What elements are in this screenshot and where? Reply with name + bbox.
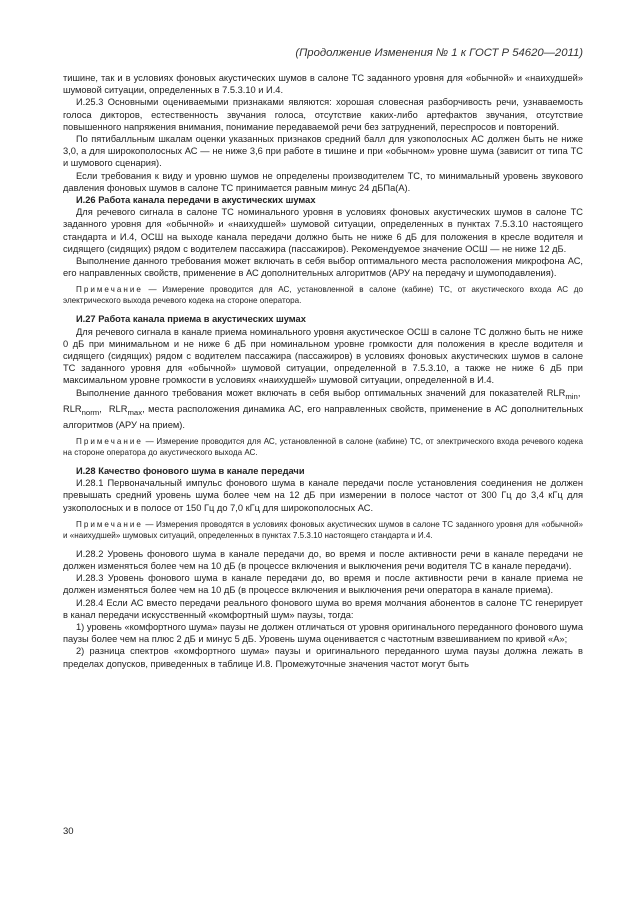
document-body <box>63 72 583 670</box>
paragraph: И.25.3 Основными оцениваемыми признаками являются: хорошая словесная разборчивость речи, узнаваемость голоса дикторов, естественность звучания голоса, отсутствие каких-либо артефактов звучания, отсутствие повышенного напряжения внимания, понимание передаваемой речи без затруднений, переспросов и повторений. <box>63 97 583 132</box>
note-text: — Измерение проводится для АС, установленной в салоне (кабине) ТС, от электрического входа речевого кодека на стороне оператора до акустического выхода АС. <box>63 437 583 457</box>
note <box>63 519 583 541</box>
paragraph: По пятибалльным шкалам оценки указанных признаков средний балл для узкополосных АС должен быть не ниже 3,0, а для широкополосных АС — не ниже 3,6 при работе в тишине и при «обычном» уровне шума (зависит от типа ТС и шумового сценария). <box>63 134 583 169</box>
note <box>63 284 583 306</box>
paragraph: И.28.4 Если АС вместо передачи реального фонового шума во время молчания абонентов в салоне ТС генерирует в канал передачи искусственный «комфортный шум» паузы, тогда: <box>63 597 583 620</box>
list-item: 2) разница спектров «комфортного шума» паузы и оригинального переданного шума паузы должна лежать в пределах допусков, приведенных в таблице И.8. Промежуточные значения частот могут быть <box>63 646 583 669</box>
paragraph-rlr: Выполнение данного требования может включать в себя выбор оптимальных значений для показателей $RLR_{min}$, $RLR_{norm}$, $RLR_{max}$, места расположения динамика АС, его направленных свойств, применение в АС дополнительных алгоритмов (АРУ на прием). <box>63 387 584 430</box>
paragraph: И.28.2 Уровень фонового шума в канале передачи до, во время и после активности речи в канале передачи не должен изменяться более чем на 10 дБ (в процессе включения и выключения речи водителя ТС в канале передачи). <box>63 548 583 572</box>
note-label: Примечание <box>76 285 143 295</box>
page-number: 30 <box>63 826 74 837</box>
rlr-norm: $RLR_{norm}$ <box>63 403 100 417</box>
rlr-max: $RLR_{max}$ <box>108 403 143 417</box>
paragraph: Если требования к виду и уровню шумов не определены производителем ТС, то минимальный уровень звукового давления фоновых шумов в салоне ТС принимается равным минус 24 дБПа(А). <box>63 170 583 193</box>
rlr-min: $RLR_{min}$ <box>546 387 578 401</box>
note-text: — Измерение проводится для АС, установленной в салоне (кабине) ТС, от акустического входа АС до электрического выхода речевого кодека на стороне оператора. <box>63 285 583 306</box>
note-label: Примечание <box>76 519 143 529</box>
note-label: Примечание <box>76 437 143 446</box>
paragraph: тишине, так и в условиях фоновых акустических шумов в салоне ТС заданного уровня для «обычной» и «наихудшей» шумовой ситуации, определенных в 7.5.3.10 и И.4. <box>63 73 583 96</box>
paragraph: Для речевого сигнала в салоне ТС номинального уровня в условиях фоновых акустических шумов в салоне ТС заданного уровня для «обычной» и «наихудшей» шумовой ситуации, определенных в пунктах 7.5.3.10 настоящего стандарта и И.4, ОСШ на выходе канала передачи должно быть не ниже 6 дБ для положения в кресле водителя и сидящего (сидящих) рядом с водителем пассажира (пассажиров). Рекомендуемое значение ОСШ — не ниже 12 дБ. <box>63 207 583 254</box>
rlr-prefix: Выполнение данного требования может включать в себя выбор оптимальных значений для показателей <box>76 387 547 398</box>
paragraph: Для речевого сигнала в канале приема номинального уровня акустическое ОСШ в салоне ТС должно быть не ниже 0 дБ при минимальном и не ниже 6 дБ при номинальном уровне громкости для положения в кресле водителя и сидящего (сидящих) рядом с водителем пассажира (пассажиров) в условиях фоновых акустических шумов в салоне ТС заданного уровня для «обычной» шумовой ситуации, определенной в 7.5.3.10, а также не ниже 6 дБ при максимальном уровне громкости в условиях «наихудшей» шумовой ситуации, определенной в И.4. <box>63 326 583 386</box>
paragraph: Выполнение данного требования может включать в себя выбор оптимального места расположения микрофона АС, его направленных свойств, применение в АС дополнительных алгоритмов (АРУ на передачу и шумоподавления). <box>63 256 583 279</box>
note <box>63 436 583 458</box>
note-text: — Измерения проводятся в условиях фоновых акустических шумов в салоне ТС заданного уровня для «обычной» и «наихудшей» шумовых ситуаций, определенных в пунктах 7.5.3.10 настоящего стандарта и И.4. <box>63 519 583 540</box>
list-item: 1) уровень «комфортного шума» паузы не должен отличаться от уровня оригинального переданного фонового шума паузы более чем на плюс 2 дБ и минус 5 дБ. Уровень шума оценивается с частотным взвешиванием по кривой «А»; <box>63 622 583 645</box>
section-heading: И.26 Работа канала передачи в акустических шумах <box>76 195 316 206</box>
section-heading: И.28 Качество фонового шума в канале передачи <box>76 466 305 476</box>
page-header: (Продолжение Изменения № 1 к ГОСТ Р 54620—2011) <box>295 47 583 59</box>
rlr-suffix: места расположения динамика АС, его направленных свойств, применение в АС дополнительных алгоритмов (АРУ на прием). <box>63 403 584 430</box>
section-heading: И.27 Работа канала приема в акустических шумах <box>76 314 306 325</box>
paragraph: И.28.3 Уровень фонового шума в канале передачи до, во время и после активности речи в канале приема не должен изменяться более чем на 10 дБ (в процессе включения и выключения речи оператора в канале приема). <box>63 573 583 596</box>
paragraph: И.28.1 Первоначальный импульс фонового шума в канале передачи после установления соединения не должен превышать средний уровень шума более чем на 12 дБ при измерении в полосе частот от 300 Гц до 3,4 кГц для узкополосных и в полосе от 150 Гц до 7,0 кГц для широкополосных АС. <box>63 478 583 513</box>
